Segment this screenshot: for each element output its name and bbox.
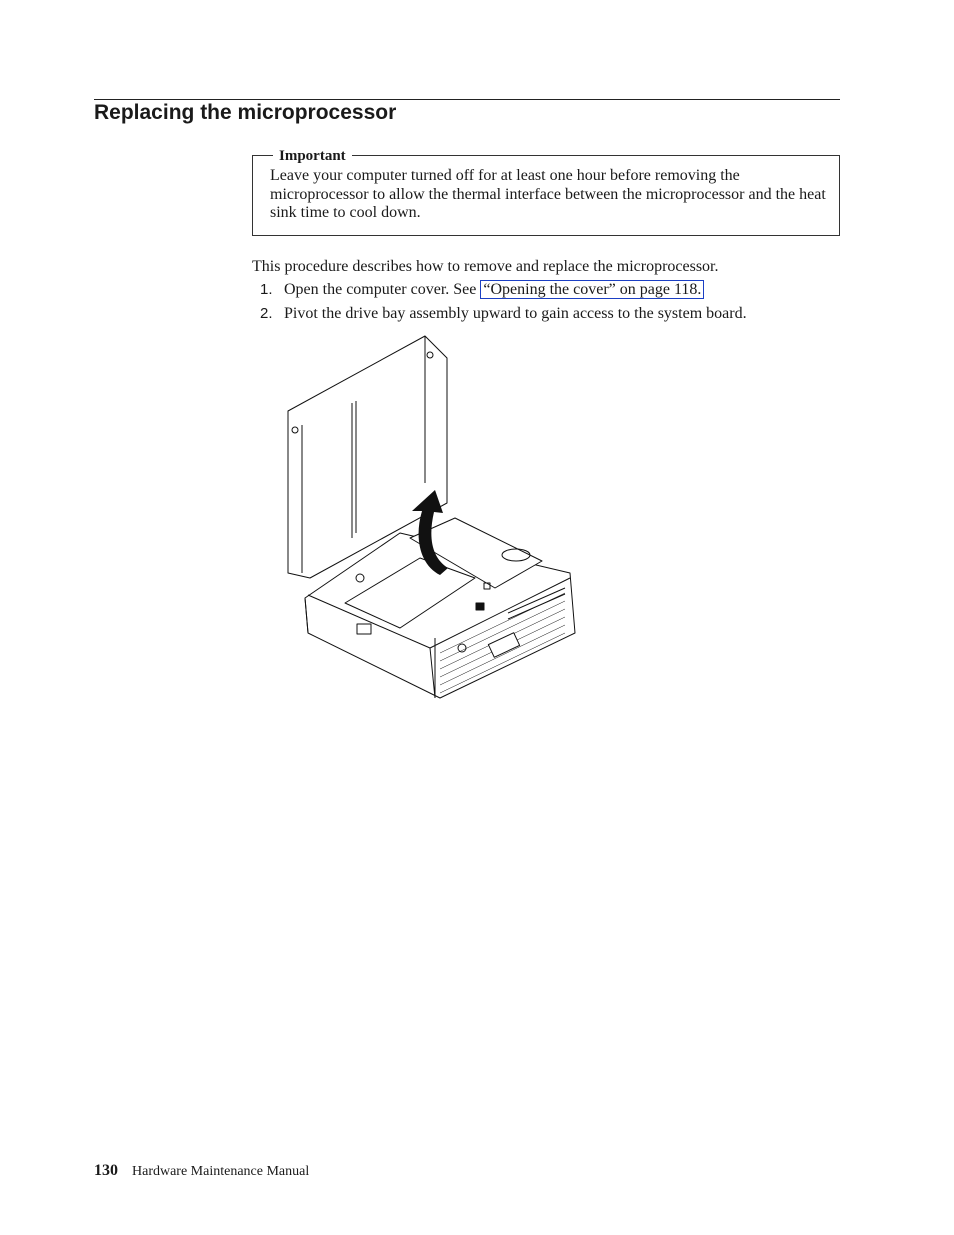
important-notice [252,148,840,236]
page-title: Replacing the microprocessor [94,101,397,124]
notice-label: Important [273,147,352,165]
notice-text: Leave your computer turned off for at least one hour before removing the microprocessor to allow the thermal interface between the microprocessor and the heat sink time to cool down. [270,167,826,221]
page-footer [94,1162,309,1180]
cross-reference-link[interactable]: “Opening the cover” on page 118. [480,280,704,299]
step-item [252,280,704,300]
page-number: 130 [94,1162,118,1179]
step-text: Open the computer cover. See [284,281,481,298]
step-number: 2. [260,305,273,322]
heading-rule [94,99,840,100]
manual-title: Hardware Maintenance Manual [132,1164,310,1179]
step-number: 1. [260,281,273,298]
step-item [252,304,747,324]
step-text: Pivot the drive bay assembly upward to gain access to the system board. [284,305,747,322]
intro-paragraph: This procedure describes how to remove and replace the microprocessor. [252,258,719,275]
computer-chassis-icon [280,333,580,701]
